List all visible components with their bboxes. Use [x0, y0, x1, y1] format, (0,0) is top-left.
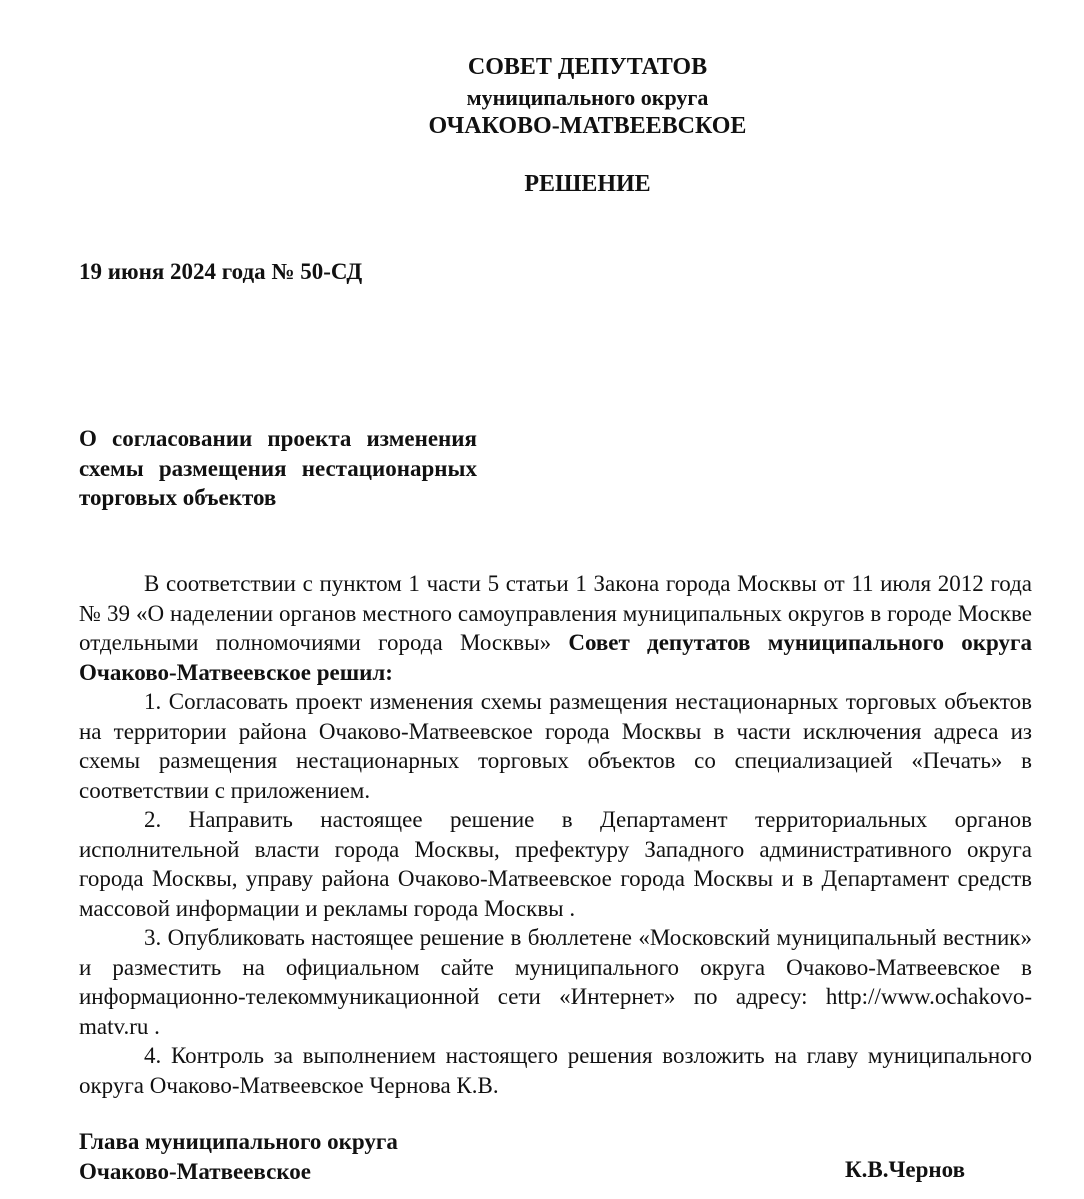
decision-subject: О согласовании проекта изменения схемы размещения нестационарных торговых объектов — [79, 426, 477, 510]
date-and-number: 19 июня 2024 года № 50-СД — [79, 259, 363, 284]
item-3: 3. Опубликовать настоящее решение в бюллетене «Московский муниципальный вестник» и разместить на официальном сайте муниципального округа Очаково-Матвеевское в информационно-телекоммуникационной сети «Интернет» по адресу: http://www.ochakovo-matv.ru . — [79, 925, 1032, 1039]
preamble-resolution: Совет депутатов муниципального округа Очаково-Матвеевское решил: — [79, 630, 1032, 685]
item-4: 4. Контроль за выполнением настоящего решения возложить на главу муниципального округа Очаково-Матвеевское Чернова К.В. — [79, 1043, 1032, 1098]
signature-position-line2: Очаково-Матвеевское — [79, 1159, 311, 1184]
item-1: 1. Согласовать проект изменения схемы размещения нестационарных торговых объектов на территории района Очаково-Матвеевское города Москвы в части исключения адреса из схемы размещения нестационарных торговых объектов со специализацией «Печать» в соответствии с приложением. — [79, 689, 1032, 803]
preamble-paragraph — [79, 569, 1032, 687]
council-title: СОВЕТ ДЕПУТАТОВ — [467, 54, 708, 80]
signature-name: К.В.Чернов — [845, 1157, 965, 1182]
preamble-text: В соответствии с пунктом 1 части 5 статьи 1 Закона города Москвы от 11 июля 2012 года № 39 «О наделении органов местного самоуправления муниципальных округов в городе Москве отдельными полномочиями города Москвы» — [79, 571, 1032, 655]
decision-body — [79, 569, 1032, 1100]
decision-title: РЕШЕНИЕ — [524, 171, 651, 197]
district-name: ОЧАКОВО-МАТВЕЕВСКОЕ — [428, 113, 747, 139]
item-2: 2. Направить настоящее решение в Департамент территориальных органов исполнительной власти города Москвы, префектуру Западного административного округа города Москвы, управу района Очаково-Матвеевское города Москвы и в Департамент средств массовой информации и рекламы города Москвы . — [79, 807, 1032, 921]
signature-position-line1: Глава муниципального округа — [79, 1129, 398, 1154]
council-subtitle: муниципального округа — [466, 85, 709, 110]
signature-position — [79, 1127, 398, 1187]
